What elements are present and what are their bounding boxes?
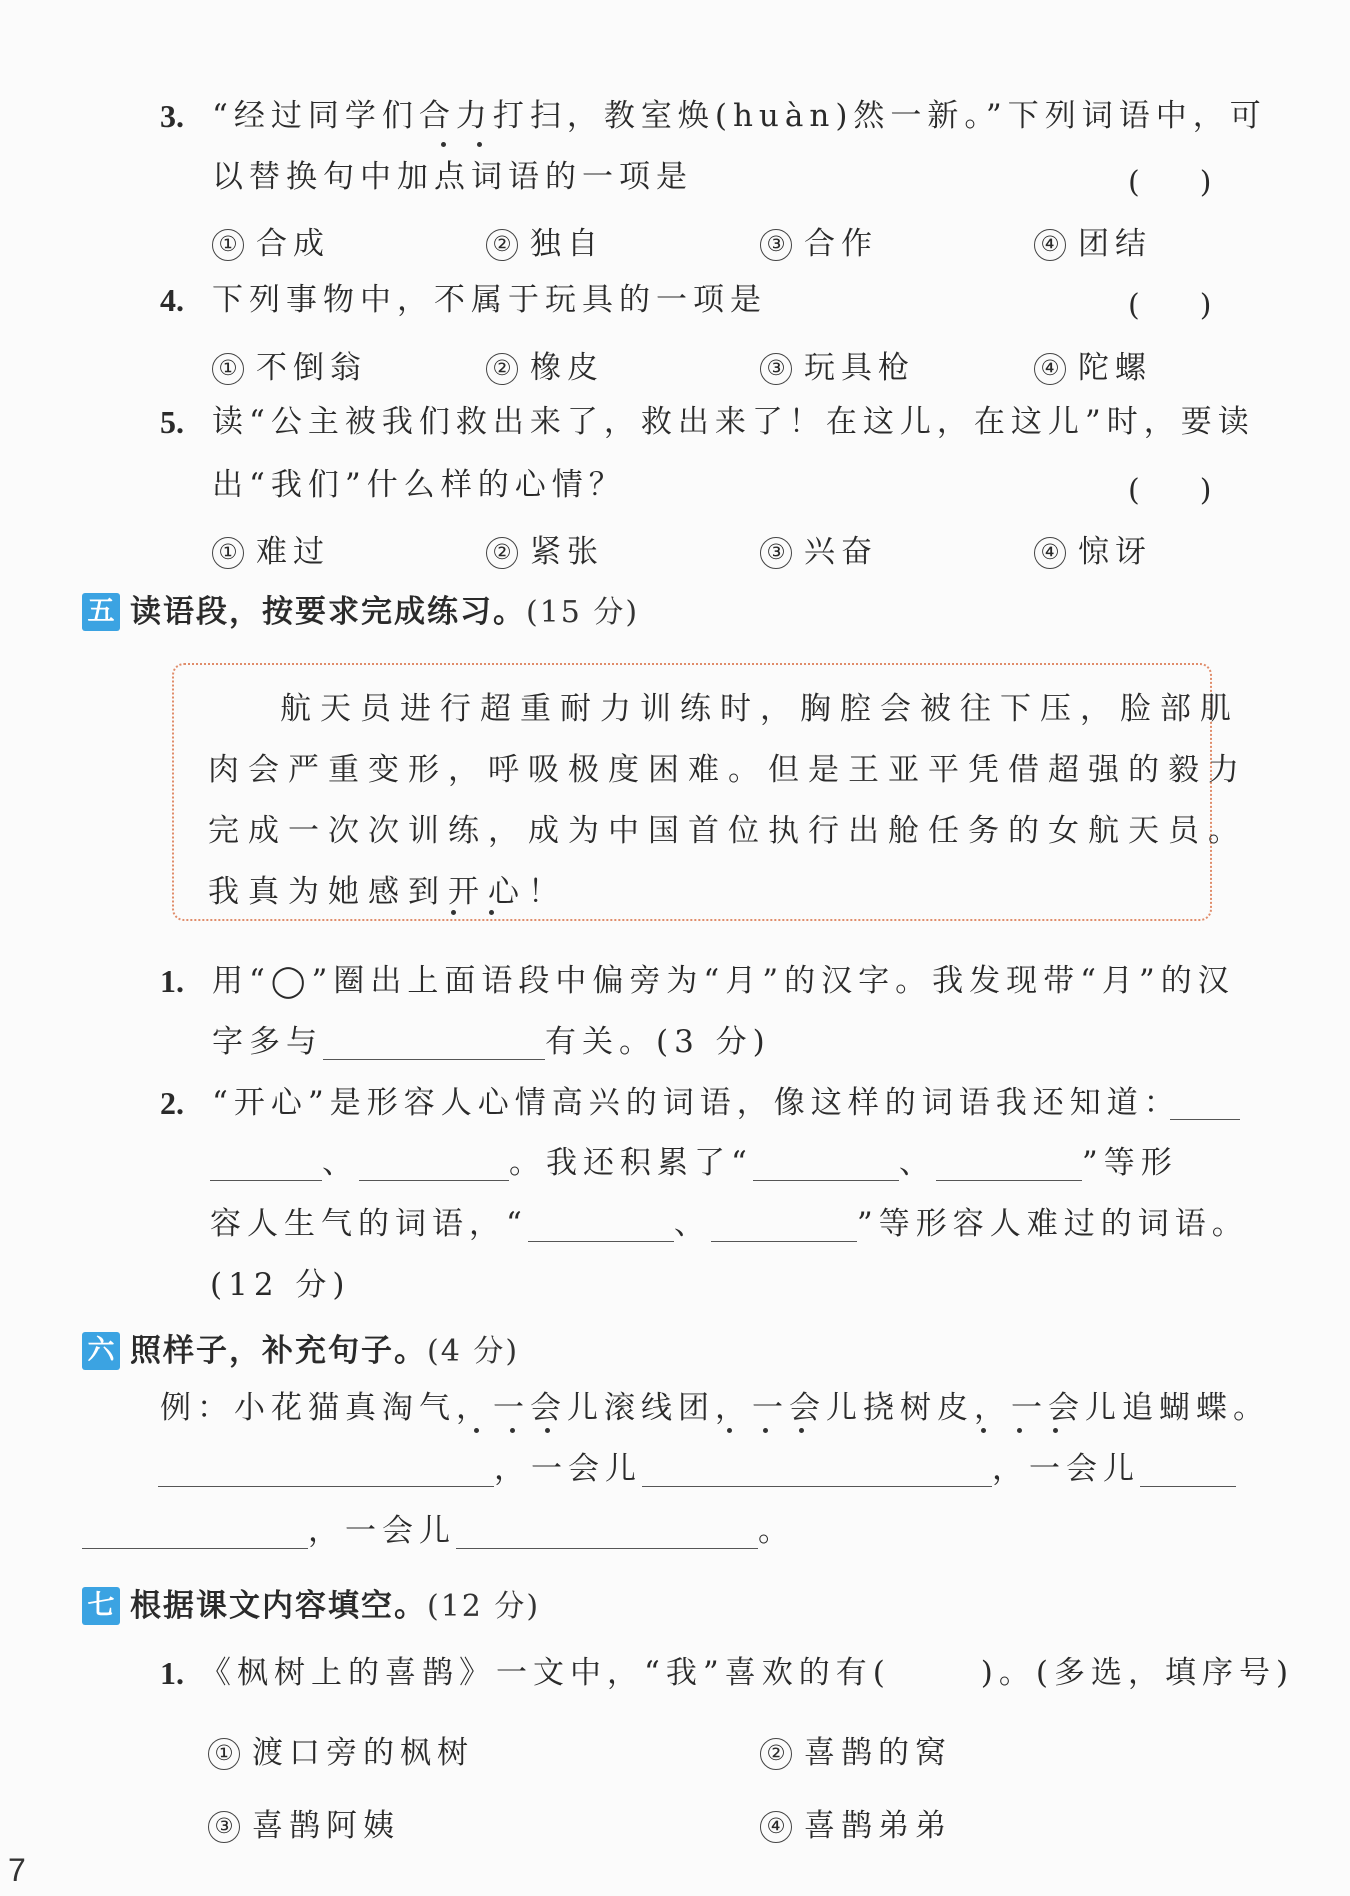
option-marker: ③ [208,1811,240,1843]
q5-option-3[interactable] [760,526,878,571]
option-marker: ① [212,229,244,261]
option-text: 惊讶 [1078,534,1152,570]
s7-q1-option-4[interactable] [760,1800,952,1845]
q5-option-2[interactable] [486,526,604,571]
option-marker: ④ [1034,353,1066,385]
text: ”等形容人难过的词语。 [856,1206,1249,1242]
text: 有关。(3 分) [545,1024,771,1060]
s7-q1-option-1[interactable] [208,1727,474,1772]
section-title: 照样子，补充句子。 [130,1333,427,1369]
emphasis-dot [474,1428,479,1433]
q3-option-3[interactable] [760,218,878,263]
q4-option-1[interactable] [212,342,367,387]
emphasis-dot [727,1428,732,1433]
q4-option-2[interactable] [486,342,604,387]
question-3-answer-paren[interactable]: ( ) [1128,165,1212,200]
s7-question-1-text [200,1653,1294,1693]
section-6-header [82,1325,519,1370]
answer-blank[interactable] [753,1144,899,1181]
section-6-example: 例：小花猫真淘气，一会儿滚线团，一会儿挠树皮，一会儿追蝴蝶。 [160,1390,1270,1426]
emphasis-dot [1017,1428,1022,1433]
question-5-number: 5. [160,404,184,440]
option-marker: ② [486,353,518,385]
option-text: 不倒翁 [256,350,367,386]
text: ，一会儿 [992,1451,1140,1487]
answer-blank[interactable] [323,1023,545,1060]
answer-blank[interactable] [936,1144,1082,1181]
text: )。(多选，填序号) [980,1655,1295,1691]
s7-q1-option-3[interactable] [208,1800,400,1845]
passage-line-1: 航天员进行超重耐力训练时，胸腔会被往下压，脸部肌 [280,691,1240,727]
option-text: 陀螺 [1078,350,1152,386]
emphasis-dot [441,142,446,147]
option-text: 合成 [256,226,330,262]
text: 、 [673,1206,711,1242]
answer-blank[interactable] [210,1144,322,1181]
question-3-line2: 以替换句中加点词语的一项是 [212,159,693,195]
section-number-icon: 七 [82,1587,120,1625]
question-3-number: 3. [160,98,184,134]
section-6-fill-line2 [82,1511,795,1551]
option-text: 喜鹊阿姨 [252,1808,400,1844]
option-marker: ② [486,537,518,569]
section-title: 根据课文内容填空。 [130,1588,427,1624]
q3-option-4[interactable] [1034,218,1152,263]
option-marker: ① [208,1738,240,1770]
question-5-line1: 读“公主被我们救出来了，救出来了！在这儿，在这儿”时，要读 [212,404,1255,440]
passage-line-4: 我真为她感到开心！ [208,874,568,910]
answer-blank[interactable] [528,1205,674,1242]
text: ，一会儿 [494,1451,642,1487]
q5-option-4[interactable] [1034,526,1152,571]
emphasis-dot [451,910,456,915]
emphasis-dot [799,1428,804,1433]
option-marker: ② [486,229,518,261]
option-text: 独自 [530,226,604,262]
section-score: (4 分) [427,1334,520,1369]
s5-question-2-line1: “开心”是形容人心情高兴的词语，像这样的词语我还知道： [212,1085,1181,1121]
emphasis-dot [477,142,482,147]
text: 字多与 [212,1024,323,1060]
text: 容人生气的词语，“ [210,1206,528,1242]
option-marker: ③ [760,229,792,261]
s5-question-2-line3 [210,1204,1249,1244]
option-marker: ① [212,353,244,385]
option-marker: ① [212,537,244,569]
answer-blank[interactable] [711,1205,857,1242]
question-4-number: 4. [160,282,184,318]
option-marker: ④ [760,1811,792,1843]
q3-option-1[interactable] [212,218,330,263]
answer-blank[interactable] [158,1450,494,1487]
option-text: 玩具枪 [804,350,915,386]
section-number-icon: 五 [82,593,120,631]
s5-question-2-line2 [210,1143,1178,1183]
emphasis-dot [510,1428,515,1433]
option-marker: ③ [760,353,792,385]
option-text: 兴奋 [804,534,878,570]
option-text: 团结 [1078,226,1152,262]
q4-option-3[interactable] [760,342,915,387]
page-number: 7 [8,1852,26,1888]
s5-question-2-score: (12 分) [210,1267,351,1303]
option-text: 橡皮 [530,350,604,386]
text: 。我还积累了“ [509,1145,753,1181]
s7-question-1-number: 1. [160,1655,184,1691]
s5-question-2-number: 2. [160,1085,184,1121]
q5-option-1[interactable] [212,526,330,571]
q4-option-4[interactable] [1034,342,1152,387]
s5-question-1-number: 1. [160,963,184,999]
s7-q1-option-2[interactable] [760,1727,952,1772]
emphasis-dot [763,1428,768,1433]
passage-line-3: 完成一次次训练，成为中国首位执行出舱任务的女航天员。 [208,813,1248,849]
question-5-line2: 出“我们”什么样的心情？ [212,467,626,503]
option-text: 喜鹊弟弟 [804,1808,952,1844]
section-title: 读语段，按要求完成练习。 [130,594,526,630]
text: ，一会儿 [308,1513,456,1549]
option-text: 渡口旁的枫树 [252,1735,474,1771]
question-4-answer-paren[interactable]: ( ) [1128,288,1212,323]
q3-option-2[interactable] [486,218,604,263]
answer-blank[interactable] [359,1144,509,1181]
option-marker: ③ [760,537,792,569]
option-marker: ② [760,1738,792,1770]
emphasis-dot [1053,1428,1058,1433]
question-3-line1: “经过同学们合力打扫，教室焕(huàn)然一新。”下列词语中，可 [212,98,1267,134]
text: 。 [758,1513,795,1549]
option-text: 紧张 [530,534,604,570]
question-5-answer-paren[interactable]: ( ) [1128,473,1212,508]
text: ”等形 [1081,1145,1178,1181]
section-6-fill-line1 [158,1449,1236,1489]
answer-blank[interactable] [1170,1083,1240,1120]
section-7-header [82,1580,540,1625]
text: 、 [898,1145,936,1181]
text: 《枫树上的喜鹊》一文中，“我”喜欢的有( [200,1655,891,1691]
option-text: 喜鹊的窝 [804,1735,952,1771]
answer-blank[interactable] [456,1512,758,1549]
s5-question-1-line2 [212,1022,771,1062]
section-5-header [82,586,639,631]
section-score: (12 分) [427,1589,541,1624]
option-marker: ④ [1034,229,1066,261]
s5-question-1-line1: 用“◯”圈出上面语段中偏旁为“月”的汉字。我发现带“月”的汉 [212,963,1235,999]
option-marker: ④ [1034,537,1066,569]
answer-blank[interactable] [642,1450,992,1487]
answer-blank[interactable] [1140,1450,1236,1487]
emphasis-dot [981,1428,986,1433]
text: 、 [322,1145,359,1181]
emphasis-dot [489,910,494,915]
question-4-line1: 下列事物中，不属于玩具的一项是 [212,282,767,318]
option-text: 难过 [256,534,330,570]
section-number-icon: 六 [82,1332,120,1370]
section-score: (15 分) [526,595,640,630]
option-text: 合作 [804,226,878,262]
passage-line-2: 肉会严重变形，呼吸极度困难。但是王亚平凭借超强的毅力 [208,752,1248,788]
emphasis-dot [545,1428,550,1433]
answer-blank[interactable] [82,1512,308,1549]
